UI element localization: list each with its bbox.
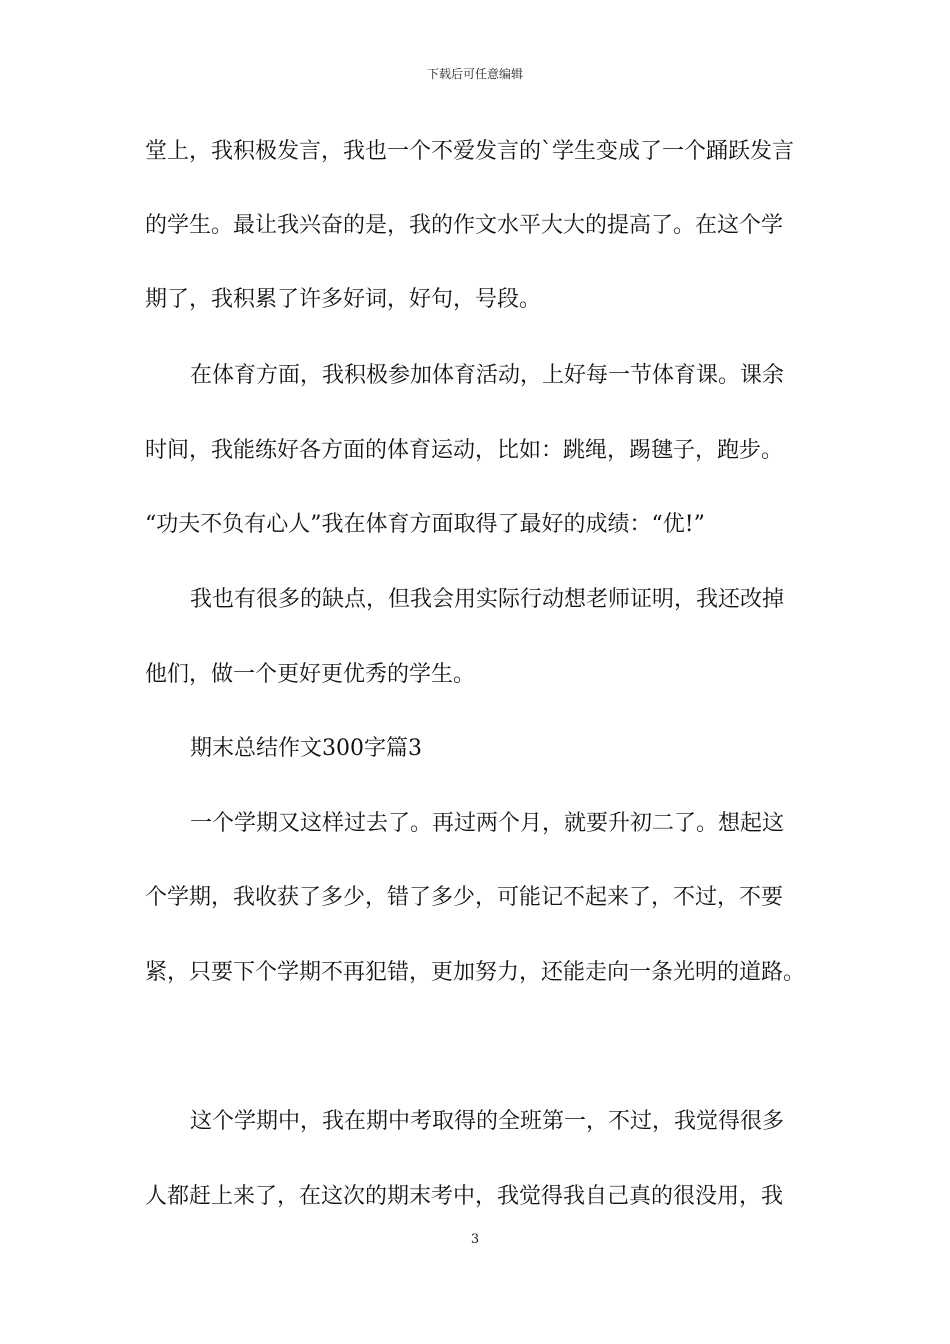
body-line-1: 堂上，我积极发言，我也一个不爱发言的`学生变成了一个踊跃发言: [145, 139, 795, 164]
body-line-5: 时间，我能练好各方面的体育运动，比如：跳绳，踢毽子，跑步。: [145, 438, 784, 463]
body-line-13: 这个学期中，我在期中考取得的全班第一，不过，我觉得很多: [190, 1109, 785, 1134]
body-line-7: 我也有很多的缺点，但我会用实际行动想老师证明，我还改掉: [190, 587, 785, 612]
section-heading: 期末总结作文300字篇3: [190, 736, 422, 761]
body-line-2: 的学生。最让我兴奋的是，我的作文水平大大的提高了。在这个学: [145, 213, 784, 238]
body-line-3: 期了，我积累了许多好词，好句，号段。: [145, 287, 542, 312]
body-line-12: 紧，只要下个学期不再犯错，更加努力，还能走向一条光明的道路。: [145, 960, 806, 985]
body-line-6: “功夫不负有心人”我在体育方面取得了最好的成绩：“优!”: [145, 512, 705, 537]
page-header: 下载后可任意编辑: [426, 67, 523, 81]
body-line-11: 个学期，我收获了多少，错了多少，可能记不起来了，不过，不要: [145, 885, 784, 910]
body-line-10: 一个学期又这样过去了。再过两个月，就要升初二了。想起这: [190, 811, 785, 836]
body-line-8: 他们，做一个更好更优秀的学生。: [145, 662, 476, 687]
body-line-14: 人都赶上来了，在这次的期末考中，我觉得我自己真的很没用，我: [145, 1184, 784, 1209]
body-line-4: 在体育方面，我积极参加体育活动，上好每一节体育课。课余: [190, 363, 785, 388]
page-number: 3: [470, 1232, 480, 1247]
